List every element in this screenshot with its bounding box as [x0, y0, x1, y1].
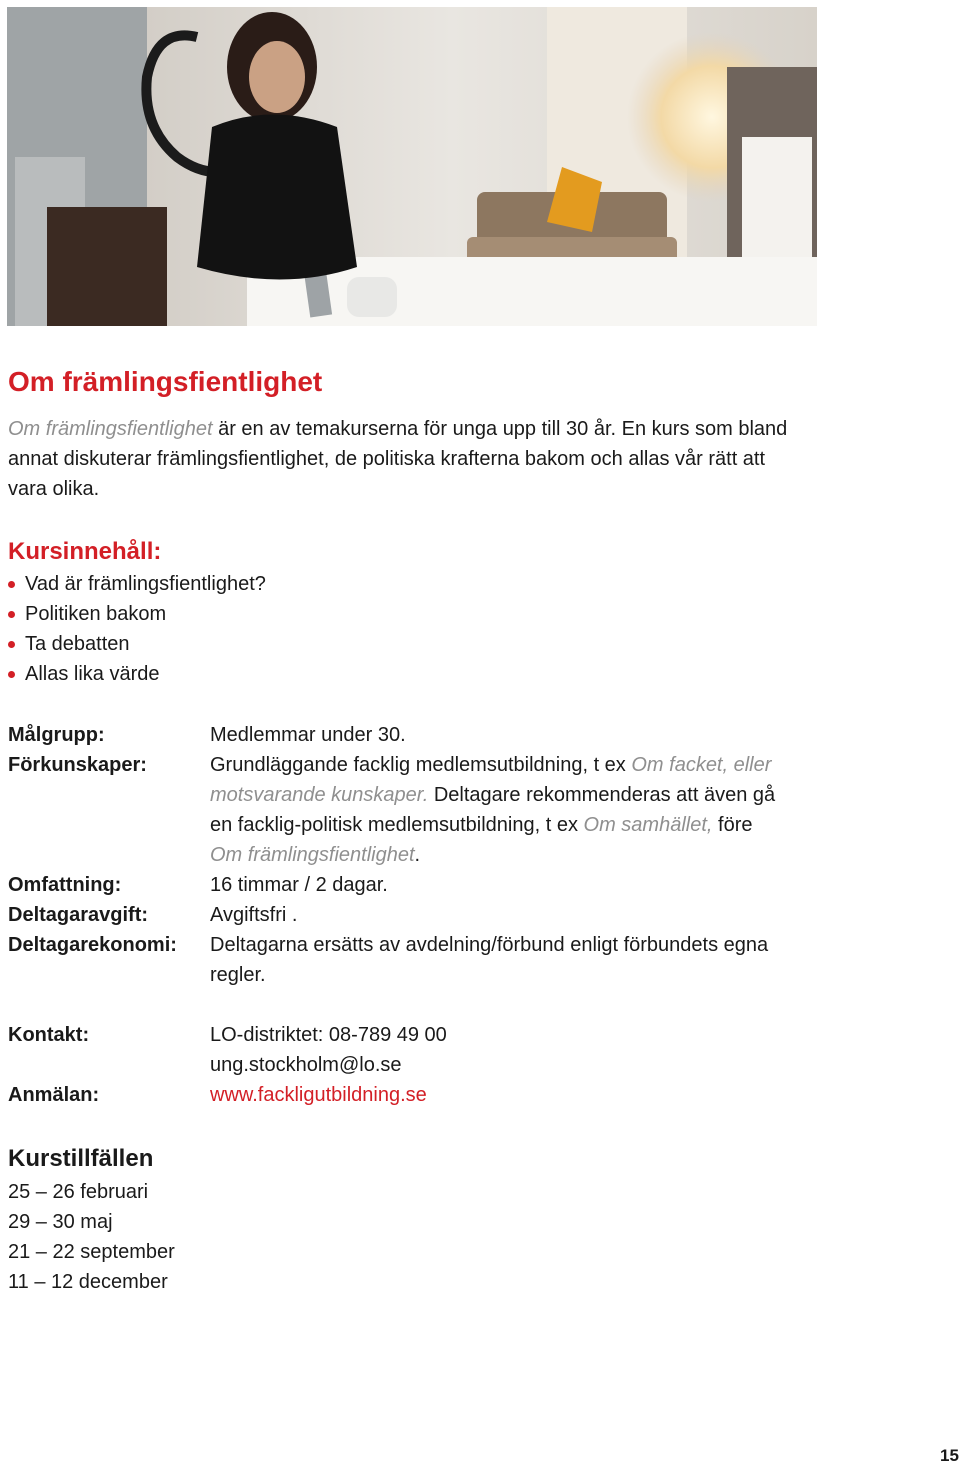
forkunskaper-label: Förkunskaper:	[8, 754, 147, 776]
omfattning-value: 16 timmar / 2 dagar.	[210, 874, 388, 896]
bullet-icon	[8, 641, 15, 648]
ekonomi-value: Deltagarna ersätts av avdelning/förbund enligt förbundets egna regler.	[210, 934, 769, 986]
course-intro	[8, 414, 808, 504]
course-intro-emphasis: Om främlingsfientlighet	[8, 418, 213, 440]
forkunskaper-course-ref-1: Om facket, eller motsvarande kunskaper.	[210, 754, 772, 806]
malgrupp-value: Medlemmar under 30.	[210, 724, 406, 746]
forkunskaper-text-4: .	[414, 844, 421, 866]
session-date: 11 – 12 december	[8, 1271, 168, 1293]
list-item	[8, 659, 266, 689]
forkunskaper-text-2: Deltagare rekommenderas att även gå en facklig-politisk medlemsutbildning, t ex	[210, 784, 776, 836]
session-date: 21 – 22 september	[8, 1241, 175, 1263]
kontakt-label: Kontakt:	[8, 1024, 90, 1046]
info-row-omfattning	[8, 870, 790, 900]
content-heading: Kursinnehåll:	[8, 538, 162, 565]
avgift-label: Deltagaravgift:	[8, 904, 149, 926]
bullet-icon	[8, 611, 15, 618]
list-item	[8, 629, 266, 659]
course-intro-text: är en av temakurserna för unga upp till 30 år. En kurs som bland annat diskuterar främlingsfientlighet, de politiska krafterna bakom och allas vår rätt att vara olika.	[8, 418, 788, 500]
forkunskaper-text-1: Grundläggande facklig medlemsutbildning, t ex	[210, 754, 632, 776]
hero-photo	[7, 7, 817, 326]
list-item-label: Politiken bakom	[25, 603, 167, 625]
anmalan-label: Anmälan:	[8, 1084, 100, 1106]
sessions-list	[8, 1177, 175, 1297]
forkunskaper-course-ref-3: Om främlingsfientlighet	[210, 844, 415, 866]
ekonomi-label: Deltagarekonomi:	[8, 934, 177, 956]
list-item-label: Allas lika värde	[25, 663, 160, 685]
list-item	[8, 569, 266, 599]
list-item	[8, 599, 266, 629]
bullet-icon	[8, 581, 15, 588]
info-row-kontakt-email	[8, 1050, 790, 1080]
forkunskaper-text-3: före	[712, 814, 753, 836]
avgift-value: Avgiftsfri .	[210, 904, 298, 926]
list-item-label: Vad är främlingsfientlighet?	[25, 573, 266, 595]
info-row-forkunskaper	[8, 750, 790, 870]
forkunskaper-course-ref-2: Om samhället,	[583, 814, 713, 836]
course-title: Om främlingsfientlighet	[8, 366, 323, 397]
session-date: 29 – 30 maj	[8, 1211, 113, 1233]
course-info	[8, 720, 790, 990]
sessions-heading: Kurstillfällen	[8, 1145, 154, 1172]
omfattning-label: Omfattning:	[8, 874, 122, 896]
forkunskaper-value	[210, 750, 790, 870]
info-row-anmalan	[8, 1080, 790, 1110]
info-row-malgrupp	[8, 720, 790, 750]
anmalan-link[interactable]: www.fackligutbildning.se	[210, 1084, 427, 1106]
list-item-label: Ta debatten	[25, 633, 130, 655]
info-row-avgift	[8, 900, 790, 930]
info-row-kontakt-phone	[8, 1020, 790, 1050]
info-row-ekonomi	[8, 930, 790, 990]
page-number: 15	[940, 1446, 959, 1465]
session-date: 25 – 26 februari	[8, 1181, 149, 1203]
content-list	[8, 569, 266, 689]
malgrupp-label: Målgrupp:	[8, 724, 105, 746]
bullet-icon	[8, 671, 15, 678]
contact-info	[8, 1020, 790, 1110]
kontakt-email[interactable]: ung.stockholm@lo.se	[210, 1054, 402, 1076]
kontakt-phone: LO-distriktet: 08-789 49 00	[210, 1024, 447, 1046]
